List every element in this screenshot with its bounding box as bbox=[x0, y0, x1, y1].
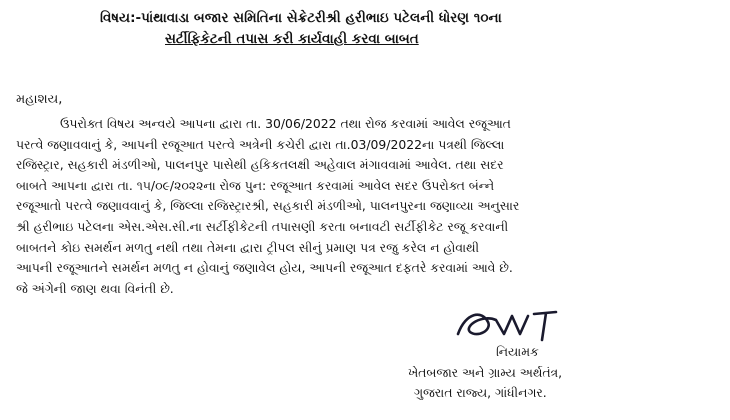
signatory-block bbox=[400, 342, 700, 404]
body-line: પરત્વે જણાવવાનું કે, આપની રજૂઆત પરત્વે અત્રેની કચેરી દ્વારા તા.03/09/2022ના પત્રથી જિલ્લા bbox=[16, 136, 505, 152]
subject-heading bbox=[100, 8, 700, 50]
body-line: શ્રી હરીભાઇ પટેલના એસ.એસ.સી.ના સર્ટીફીકેટની તપાસણી કરતા બનાવટી સર્ટીફીકેટ રજૂ કરવાની bbox=[16, 218, 509, 234]
salutation: મહાશય, bbox=[16, 92, 63, 107]
letter-body bbox=[16, 114, 716, 299]
body-line: જે અંગેની જાણ થવા વિનંતી છે. bbox=[16, 280, 174, 296]
signatory-address: ગુજરાત રાજ્ય, ગાંધીનગર. bbox=[414, 385, 547, 401]
signatory-title: નિયામક bbox=[496, 344, 539, 359]
body-line: રજિસ્ટ્રાર, સહકારી મંડળીઓ, પાલનપુર પાસેથી હકિકતલક્ષી અહેવાલ મંગાવવામાં આવેલ. તથા સદર bbox=[16, 157, 504, 173]
body-line: બાબતે આપના દ્વારા તા. ૧૫/૦૯/૨૦૨૨ના રોજ પુન: રજૂઆત કરવામાં આવેલ સદર ઉપરોક્ત બંન્ને bbox=[16, 177, 495, 193]
body-line: ઉપરોક્ત વિષય અન્વયે આપના દ્વારા તા. 30/06/2022 તથા રોજ કરવામાં આવેલ રજૂઆત bbox=[60, 116, 511, 131]
body-line: બાબતને કોઇ સમર્થન મળતુ નથી તથા તેમના દ્વારા ટ્રીપલ સીનું પ્રમાણ પત્ર રજુ કરેલ ન હોવાથી bbox=[16, 239, 480, 255]
signatory-department: ખેતબજાર અને ગ્રામ્ય અર્થતંત્ર, bbox=[408, 364, 563, 380]
handwritten-signature bbox=[448, 304, 588, 346]
body-line: આપની રજૂઆતને સમર્થન મળતુ ન હોવાનું જણાવેલ હોય, આપની રજૂઆત દફતરે કરવામાં આવે છે. bbox=[16, 260, 513, 276]
subject-line-1: વિષય:-પાંથાવાડા બજાર સમિતિના સેક્રેટરીશ્રી હરીભાઇ પટેલની ધોરણ ૧૦ના bbox=[100, 10, 502, 26]
body-line: રજૂઆતો પરત્વે જણાવવાનું કે, જિલ્લા રજિસ્ટ્રારશ્રી, સહકારી મંડળીઓ, પાલનપુરના જણાવ્યા અનુસાર bbox=[16, 198, 520, 214]
subject-line-2: સર્ટીફિકેટની તપાસ કરી કાર્યવાહી કરવા બાબત bbox=[165, 31, 419, 47]
